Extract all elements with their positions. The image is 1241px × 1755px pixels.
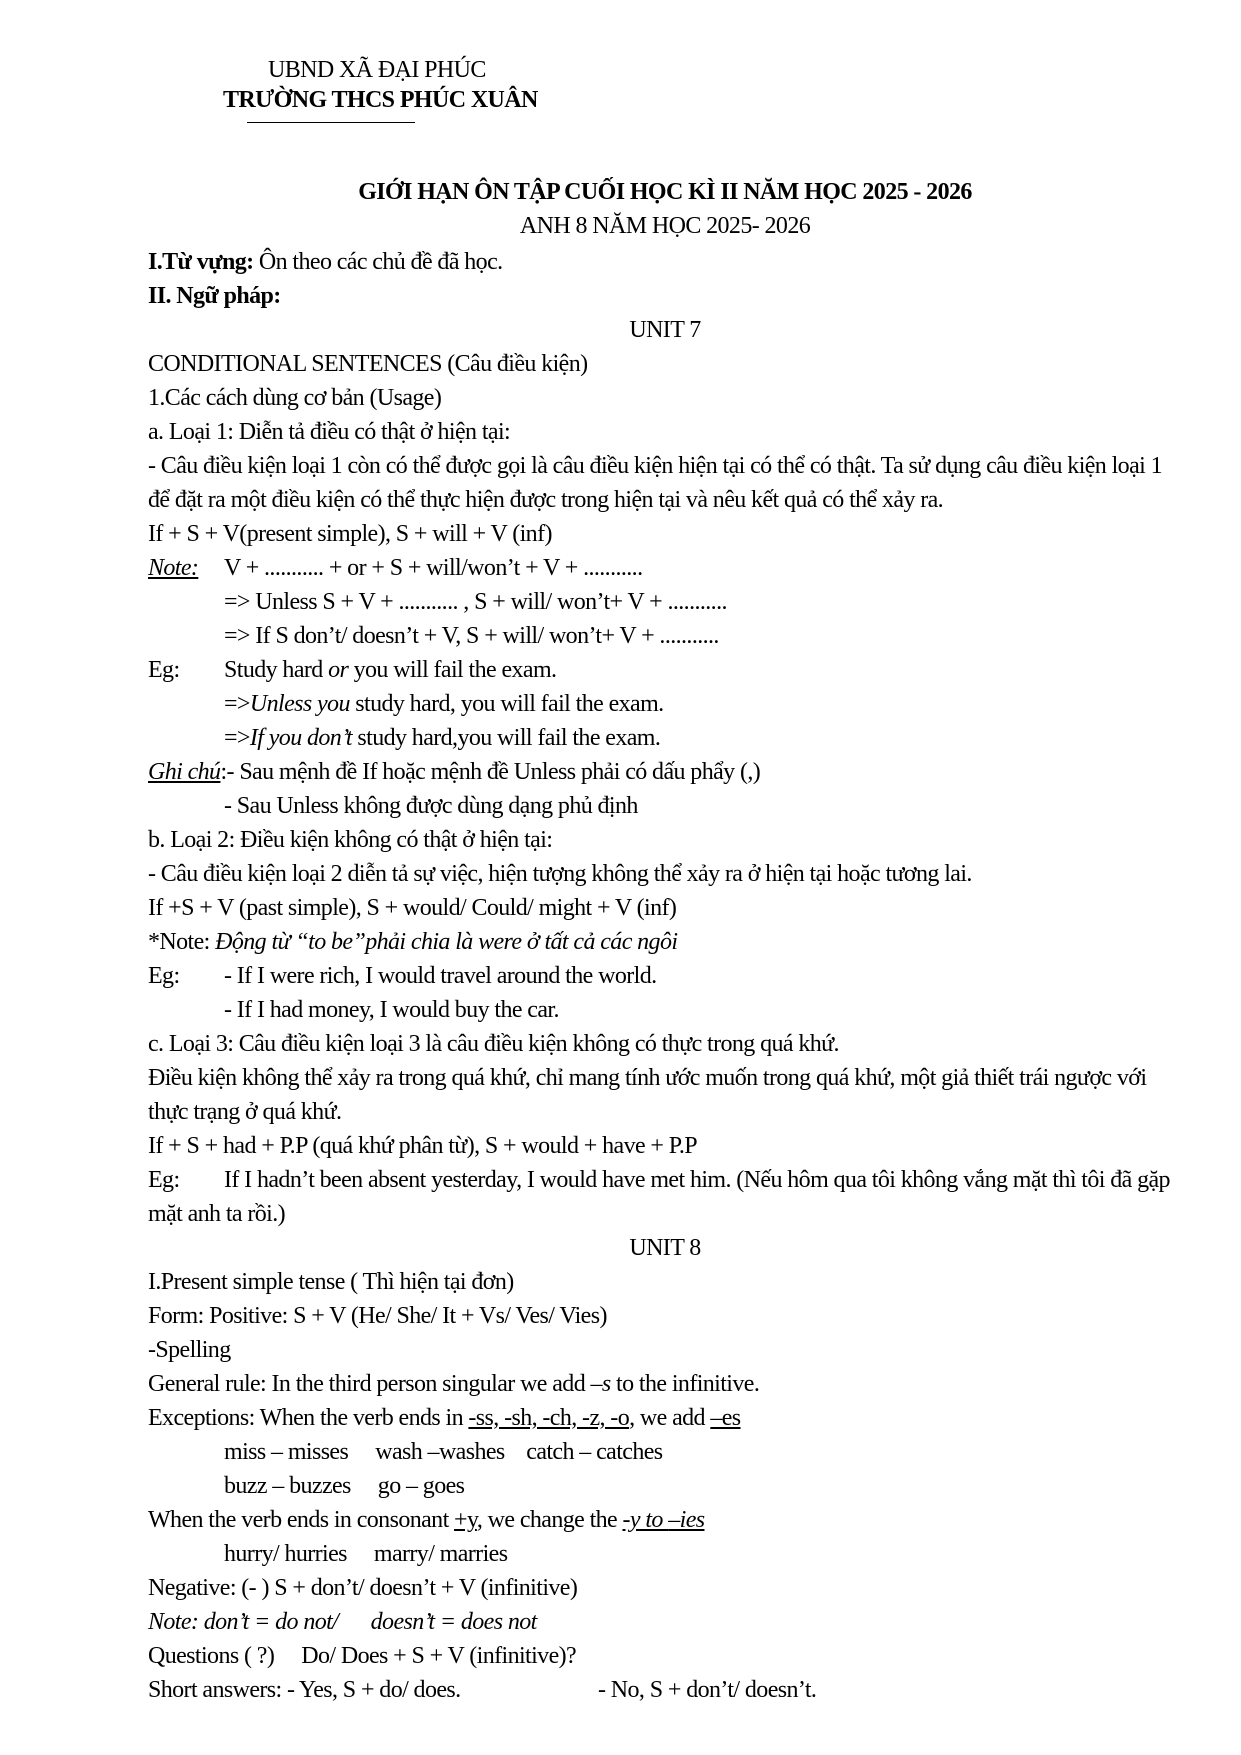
unit7-heading: UNIT 7 (629, 317, 701, 343)
section-vocabulary-label: I.Từ vựng: (148, 249, 254, 275)
type1-desc-line2: để đặt ra một điều kiện có thể thực hiện được trong hiện tại và nêu kết quả có thể xảy ra. (148, 487, 944, 513)
unit8-spelling: -Spelling (148, 1337, 231, 1363)
eg-label: Eg: (148, 657, 180, 683)
type2-example1: - If I were rich, I would travel around the world. (224, 963, 657, 989)
document-subtitle: ANH 8 NĂM HỌC 2025- 2026 (519, 213, 811, 239)
header-underline (247, 122, 415, 123)
type3-title: c. Loại 3: Câu điều kiện loại 3 là câu điều kiện không có thực trong quá khứ. (148, 1031, 839, 1057)
unit8-y-rule (148, 1506, 705, 1534)
header-school: TRƯỜNG THCS PHÚC XUÂN (223, 87, 538, 113)
example-text: => (224, 691, 250, 717)
eg-label: Eg: (148, 963, 180, 989)
unit8-note: Note: don’t = do not/ doesn’t = does not (148, 1609, 537, 1635)
type2-form: If +S + V (past simple), S + would/ Could/ might + V (inf) (148, 895, 677, 921)
unit8-form: Form: Positive: S + V (He/ She/ It + Vs/ Ves/ Vies) (148, 1303, 607, 1329)
ghi-chu-line1 (148, 758, 760, 786)
example-emphasis: Unless you (249, 691, 350, 717)
unit8-heading: UNIT 8 (629, 1235, 701, 1261)
example-line2 (224, 690, 664, 718)
rule-text: , we change the (476, 1507, 623, 1533)
type3-form: If + S + had + P.P (quá khứ phân từ), S + would + have + P.P (148, 1133, 698, 1159)
rule-text: When the verb ends in consonant (148, 1507, 455, 1533)
example-emphasis: or (328, 657, 349, 683)
rule-text: General rule: In the third person singular we add (148, 1371, 591, 1397)
example-text: study hard,you will fail the exam. (352, 725, 661, 751)
type3-desc-line1: Điều kiện không thể xảy ra trong quá khứ, chỉ mang tính ước muốn trong quá khứ, một giả thiết trái ngược với (148, 1065, 1147, 1091)
type2-note-label: *Note: (148, 929, 216, 955)
rule-emphasis: –s (590, 1371, 611, 1397)
header-org: UBND XÃ ĐẠI PHÚC (268, 57, 486, 83)
type1-title: a. Loại 1: Diễn tả điều có thật ở hiện tại: (148, 419, 511, 445)
type2-note (148, 928, 677, 956)
type2-desc: - Câu điều kiện loại 2 diễn tả sự việc, hiện tượng không thể xảy ra ở hiện tại hoặc tương lai. (148, 861, 972, 887)
rule-emphasis: –ies (668, 1507, 705, 1533)
unit8-questions: Questions ( ?) Do/ Does + S + V (infinitive)? (148, 1643, 577, 1669)
rule-emphasis: -ss, -sh, -ch, -z, -o (468, 1405, 630, 1431)
type2-title: b. Loại 2: Điều kiện không có thật ở hiện tại: (148, 827, 553, 853)
rule-text: Exceptions: When the verb ends in (148, 1405, 469, 1431)
note-line2: => Unless S + V + ........... , S + will/ won’t+ V + ........... (224, 589, 727, 615)
unit8-examples2: buzz – buzzes go – goes (224, 1473, 465, 1499)
type1-desc-line1: - Câu điều kiện loại 1 còn có thể được gọi là câu điều kiện hiện tại có thể có thật. Ta sử dụng câu điều kiện loại 1 (148, 453, 1162, 479)
rule-emphasis: +y (454, 1507, 477, 1533)
rule-emphasis: -y (622, 1507, 640, 1533)
unit8-examples3: hurry/ hurries marry/ marries (224, 1541, 508, 1567)
type3-example-line2: mặt anh ta rồi.) (148, 1201, 286, 1227)
type3-example-line1: If I hadn’t been absent yesterday, I would have met him. (Nếu hôm qua tôi không vắng mặt thì tôi đã gặp (224, 1167, 1170, 1193)
rule-emphasis: –es (710, 1405, 741, 1431)
note-line1: V + ........... + or + S + will/won’t + V + ........... (224, 555, 643, 581)
unit8-exceptions (148, 1404, 741, 1432)
type1-form: If + S + V(present simple), S + will + V (inf) (148, 521, 552, 547)
section-grammar: II. Ngữ pháp: (148, 283, 281, 309)
note-line3: => If S don’t/ doesn’t + V, S + will/ won’t+ V + ........... (224, 623, 719, 649)
rule-text: , we add (629, 1405, 711, 1431)
example-text: => (224, 725, 250, 751)
example-emphasis: If you don’t (249, 725, 352, 751)
rule-text: to the infinitive. (610, 1371, 760, 1397)
unit8-title: I.Present simple tense ( Thì hiện tại đơn) (148, 1269, 514, 1295)
unit8-examples1: miss – misses wash –washes catch – catches (224, 1439, 663, 1465)
unit8-general-rule (148, 1370, 759, 1398)
example-line1 (224, 656, 556, 684)
section-vocabulary (148, 248, 503, 276)
unit8-short-answers-yes: Short answers: - Yes, S + do/ does. (148, 1677, 461, 1703)
ghi-chu-line2: - Sau Unless không được dùng dạng phủ định (224, 793, 638, 819)
type3-desc-line2: thực trạng ở quá khứ. (148, 1099, 342, 1125)
note-label: Note: (148, 555, 199, 581)
unit8-negative: Negative: (- ) S + don’t/ doesn’t + V (infinitive) (148, 1575, 578, 1601)
unit8-short-answers-no: - No, S + don’t/ doesn’t. (598, 1677, 817, 1703)
eg-label: Eg: (148, 1167, 180, 1193)
ghi-chu-text: :- Sau mệnh đề If hoặc mệnh đề Unless phải có dấu phẩy (,) (220, 759, 761, 785)
example-line3 (224, 724, 660, 752)
unit7-usage: 1.Các cách dùng cơ bản (Usage) (148, 385, 442, 411)
type2-example2: - If I had money, I would buy the car. (224, 997, 559, 1023)
ghi-chu-label: Ghi chú (148, 759, 221, 785)
section-vocabulary-text: Ôn theo các chủ đề đã học. (253, 249, 503, 275)
example-text: Study hard (224, 657, 329, 683)
example-text: study hard, you will fail the exam. (349, 691, 664, 717)
rule-emphasis: to (639, 1507, 669, 1533)
document-title: GIỚI HẠN ÔN TẬP CUỐI HỌC KÌ II NĂM HỌC 2025 - 2026 (358, 179, 972, 205)
example-text: you will fail the exam. (348, 657, 557, 683)
unit7-topic: CONDITIONAL SENTENCES (Câu điều kiện) (148, 351, 588, 377)
type2-note-text: Động từ “to be”phải chia là were ở tất cả các ngôi (215, 929, 678, 955)
